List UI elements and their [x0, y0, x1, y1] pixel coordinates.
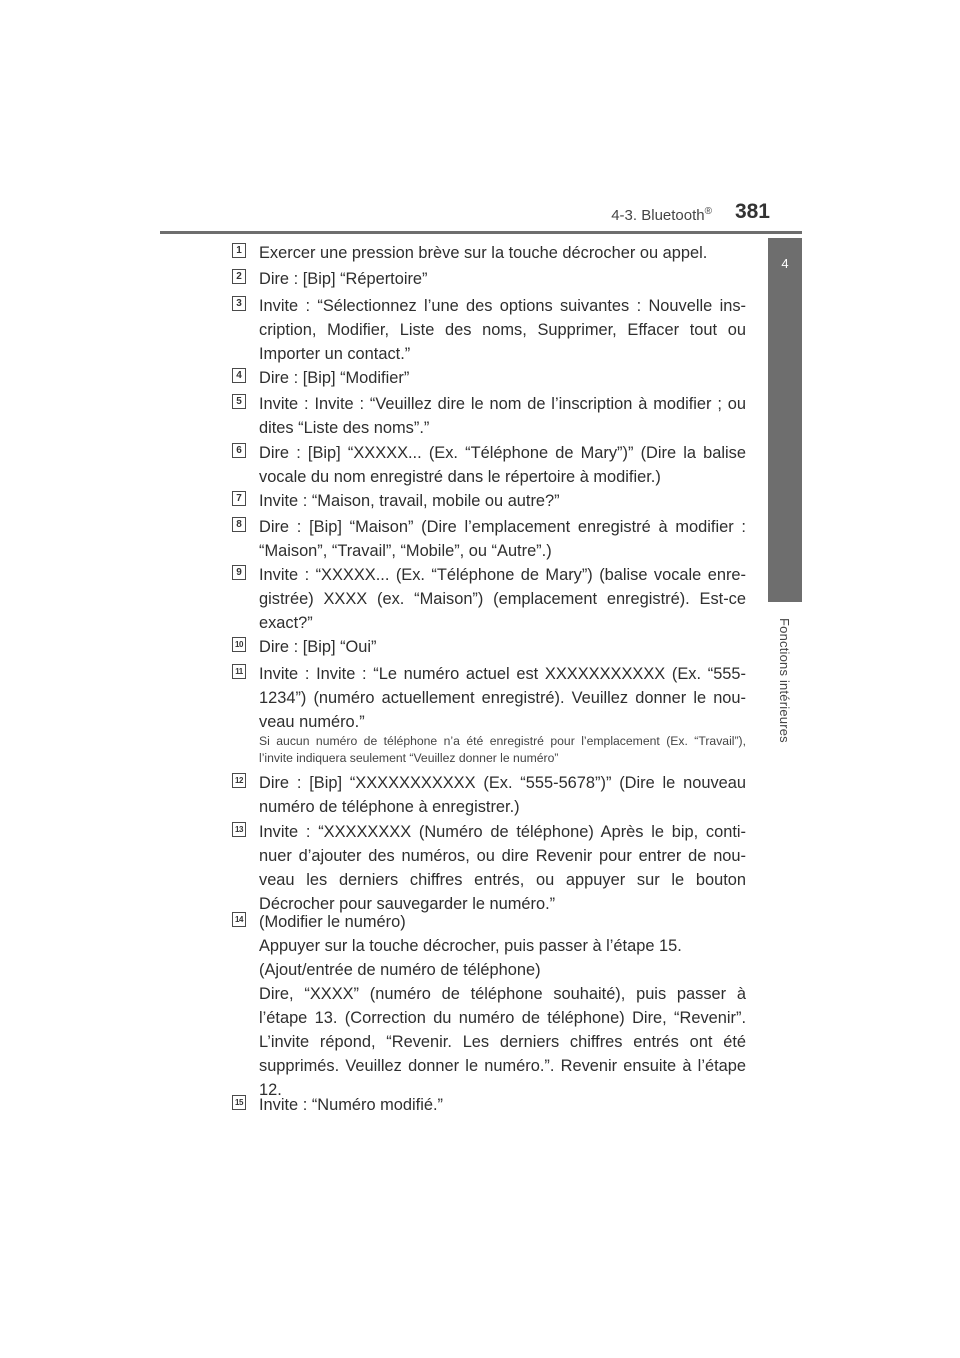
- step-text: Invite : “XXXXX... (Ex. “Téléphone de Mary”) (balise vocale enre-gistrée) XXXX (ex. “Maison”) (emplacement enregistré). Est-ce exact?”: [259, 566, 746, 632]
- step-number-badge: 12: [232, 773, 246, 788]
- step-text: Dire : [Bip] “Modifier”: [259, 369, 410, 387]
- info-note: Si aucun numéro de téléphone n’a été enregistré pour l’emplacement (Ex. “Travail”), l’invite indiquera seulement “Veuillez donner le numéro”: [259, 734, 746, 765]
- step-14: [232, 910, 746, 1102]
- step-number-badge: 13: [232, 822, 246, 837]
- step-11: [232, 662, 746, 734]
- page-number: 381: [734, 200, 770, 223]
- step-text: Dire : [Bip] “XXXXXXXXXXX (Ex. “555-5678”)” (Dire le nouveau numéro de téléphone à enregistrer.): [259, 774, 746, 816]
- step-1: [232, 241, 746, 265]
- step-text: Dire : [Bip] “Répertoire”: [259, 270, 428, 288]
- step-number-badge: 4: [232, 368, 246, 383]
- step-number-badge: 9: [232, 565, 246, 580]
- step-number-badge: 7: [232, 491, 246, 506]
- step-4: [232, 366, 746, 390]
- step-number-badge: 14: [232, 912, 246, 927]
- step-10: [232, 635, 746, 659]
- step-7: [232, 489, 746, 513]
- step-text: Invite : Invite : “Le numéro actuel est XXXXXXXXXXX (Ex. “555-1234”) (numéro actuellement enregistré). Veuillez donner le nou-veau numéro.”: [259, 665, 746, 731]
- step-number-badge: 1: [232, 243, 246, 258]
- step-13: [232, 820, 746, 916]
- step-text-line: Appuyer sur la touche décrocher, puis passer à l’étape 15.: [259, 937, 682, 955]
- step-number-badge: 3: [232, 296, 246, 311]
- step-text: [259, 910, 746, 1102]
- step-text: Invite : Invite : “Veuillez dire le nom de l’inscription à modifier ; ou dites “Liste des noms”.”: [259, 395, 746, 437]
- step-text-line: (Ajout/entrée de numéro de téléphone): [259, 961, 541, 979]
- step-number-badge: 11: [232, 664, 246, 679]
- step-9: [232, 563, 746, 635]
- section-title: 4-3. Bluetooth®: [611, 206, 712, 224]
- step-number-badge: 8: [232, 517, 246, 532]
- step-number-badge: 6: [232, 443, 246, 458]
- step-number-badge: 5: [232, 394, 246, 409]
- chapter-tab: [768, 238, 802, 602]
- step-text-line: Dire, “XXXX” (numéro de téléphone souhaité), puis passer à l’étape 13. (Correction du numéro de téléphone) Dire, “Revenir”. L’invite répond, “Revenir. Les derniers chiffres entrés ont été supprimés. Veuillez donner le numéro.”. Revenir ensuite à l’étape 12.: [259, 985, 746, 1099]
- step-text: Exercer une pression brève sur la touche décrocher ou appel.: [259, 244, 708, 262]
- step-12: [232, 771, 746, 819]
- step-text: Invite : “XXXXXXXX (Numéro de téléphone) Après le bip, conti-nuer d’ajouter des numéros, ou dire Revenir pour entrer de nou-veau les derniers chiffres entrés, ou appuyer sur le bouton Décrocher pour sauvegarder le numéro.”: [259, 823, 746, 913]
- step-text-line: (Modifier le numéro): [259, 913, 406, 931]
- step-15: [232, 1093, 746, 1117]
- step-text: Invite : “Sélectionnez l’une des options suivantes : Nouvelle ins-cription, Modifier, Liste des noms, Supprimer, Effacer tout ou Importer un contact.”: [259, 297, 746, 363]
- step-8: [232, 515, 746, 563]
- step-number-badge: 10: [232, 637, 246, 652]
- page-header: [160, 196, 802, 234]
- step-3: [232, 294, 746, 366]
- step-text: Dire : [Bip] “Maison” (Dire l’emplacement enregistré à modifier : “Maison”, “Travail”, “Mobile”, ou “Autre”.): [259, 518, 746, 560]
- step-text: Invite : “Maison, travail, mobile ou autre?”: [259, 492, 560, 510]
- step-number-badge: 15: [232, 1095, 246, 1110]
- chapter-number: 4: [781, 256, 789, 271]
- step-number-badge: 2: [232, 269, 246, 284]
- step-text: Dire : [Bip] “XXXXX... (Ex. “Téléphone de Mary”)” (Dire la balise vocale du nom enregistré dans le répertoire à modifier.): [259, 444, 746, 486]
- step-2: [232, 267, 746, 291]
- chapter-label: Fonctions intérieures: [777, 618, 792, 743]
- step-text: Dire : [Bip] “Oui”: [259, 638, 377, 656]
- step-6: [232, 441, 746, 489]
- step-5: [232, 392, 746, 440]
- step-text: Invite : “Numéro modifié.”: [259, 1096, 443, 1114]
